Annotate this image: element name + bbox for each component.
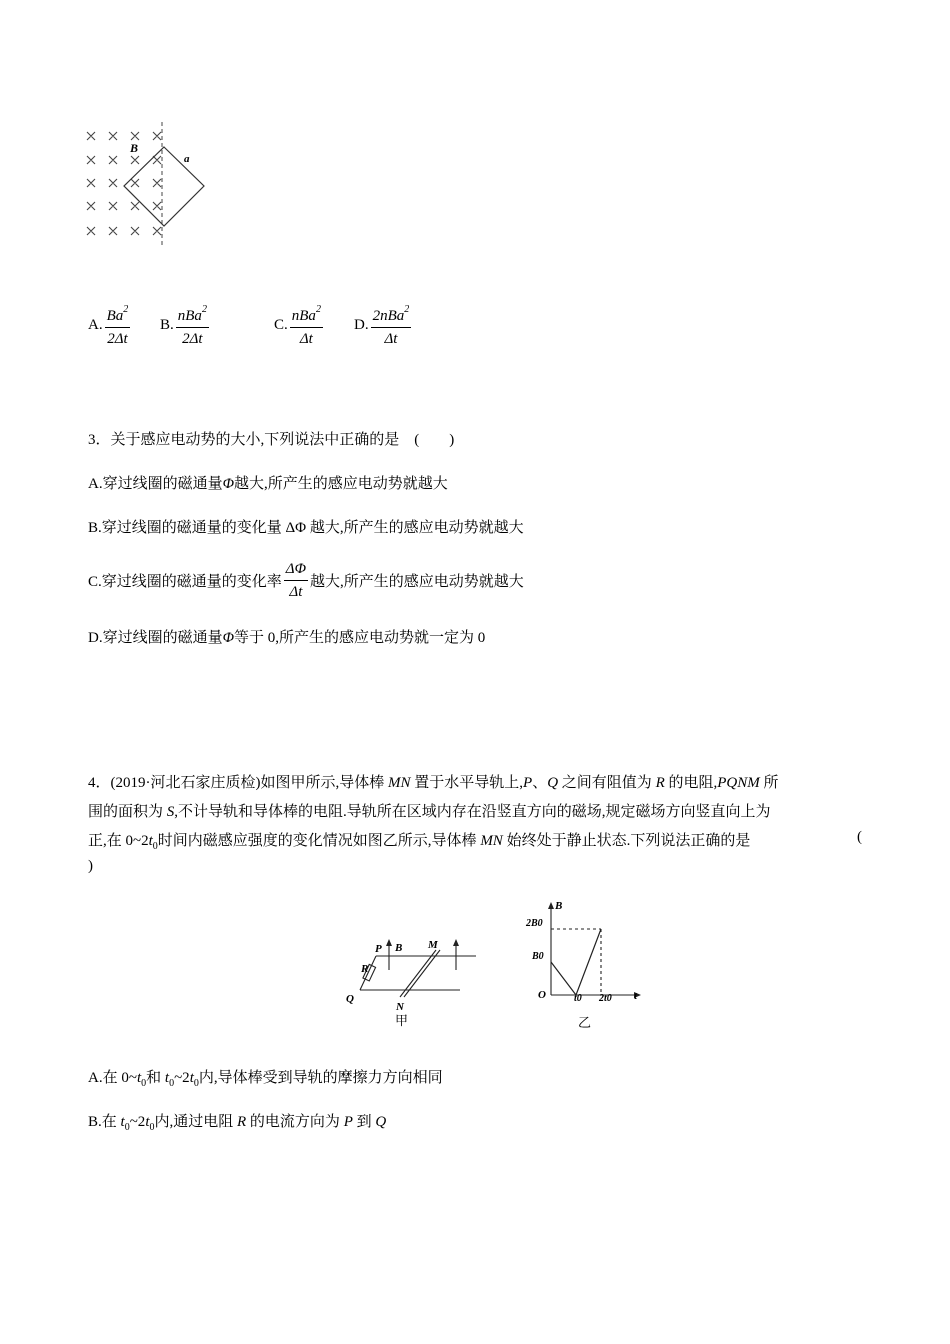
figure-jia xyxy=(340,930,490,1030)
q4-l3-sub: 0 xyxy=(152,841,158,852)
q3-option-a-pre: A.穿过线圈的磁通量 xyxy=(88,476,223,492)
label-Q: Q xyxy=(346,993,354,1005)
option-a-letter: A. xyxy=(88,317,103,333)
q4-option-b xyxy=(88,1110,386,1133)
q4-l3-mn: MN xyxy=(480,833,503,849)
q4-optB-p: P xyxy=(343,1114,353,1130)
q4-l1-pqnm: PQNM xyxy=(717,775,760,791)
q4-line-2 xyxy=(88,800,771,821)
axis-label-t: t xyxy=(634,990,638,1002)
tick-2B0: 2B0 xyxy=(526,918,543,929)
axis-label-B: B xyxy=(555,900,563,912)
tick-B0: B0 xyxy=(532,951,544,962)
q4-line-4: ) xyxy=(88,858,93,874)
q4-l1-e: 的电阻, xyxy=(664,775,718,791)
q4-l1-mn: MN xyxy=(388,775,411,791)
option-d xyxy=(354,302,413,349)
option-a-den: 2Δt xyxy=(107,331,128,347)
option-d-letter: D. xyxy=(354,317,369,333)
q4-l3-a: 正,在 0~2 xyxy=(88,833,149,849)
option-c-exp: 2 xyxy=(315,304,321,315)
q4-optA-t2: t xyxy=(164,1070,170,1086)
q4-optA-b: 和 xyxy=(146,1070,165,1086)
option-d-num: 2nBa xyxy=(372,308,405,324)
q4-line-3 xyxy=(88,829,750,852)
q4-optB-q: Q xyxy=(375,1114,387,1130)
q4-optB-t2: t xyxy=(145,1114,150,1130)
caption-yi: 乙 xyxy=(578,1015,592,1030)
q3-option-b: B.穿过线圈的磁通量的变化量 ΔΦ 越大,所产生的感应电动势就越大 xyxy=(88,520,524,536)
label-B: B xyxy=(395,942,403,954)
q4-l1-r: R xyxy=(655,775,665,791)
q4-l1-a: 4．(2019·河北石家庄质检)如图甲所示,导体棒 xyxy=(88,775,388,791)
q4-optA-sub2: 0 xyxy=(169,1078,175,1089)
q4-optB-d: 的电流方向为 xyxy=(246,1114,344,1130)
q4-optA-sub1: 0 xyxy=(141,1078,147,1089)
caption-jia: 甲 xyxy=(395,1013,409,1028)
q4-l3-t: t xyxy=(148,833,153,849)
q4-answer-paren-open: ( xyxy=(857,829,862,845)
option-d-den: Δt xyxy=(384,331,398,347)
q4-optB-sub1: 0 xyxy=(124,1122,130,1133)
option-c-fraction xyxy=(290,302,323,349)
option-b-fraction xyxy=(176,302,209,349)
option-a-fraction xyxy=(105,302,131,349)
q4-l3-c: 始终处于静止状态.下列说法正确的是 xyxy=(502,833,751,849)
option-a-exp: 2 xyxy=(123,304,129,315)
q4-optB-t1: t xyxy=(120,1114,125,1130)
option-c xyxy=(274,302,325,349)
option-c-num: nBa xyxy=(291,308,316,324)
q4-optA-c: ~2 xyxy=(174,1070,190,1086)
option-c-letter: C. xyxy=(274,317,288,333)
option-a-num: Ba xyxy=(106,308,124,324)
tick-t0: t0 xyxy=(574,993,582,1004)
q4-l1-d: 之间有阻值为 xyxy=(558,775,656,791)
option-d-fraction xyxy=(371,302,412,349)
q4-optB-e: 到 xyxy=(352,1114,376,1130)
q3-option-c xyxy=(88,559,524,602)
option-c-den: Δt xyxy=(299,331,313,347)
q3-option-c-den: Δt xyxy=(289,584,303,600)
q4-optB-a: B.在 xyxy=(88,1114,121,1130)
q3-option-d-pre: D.穿过线圈的磁通量 xyxy=(88,630,223,646)
q4-optA-t1: t xyxy=(136,1070,142,1086)
q3-option-c-fraction xyxy=(284,559,308,602)
label-R: R xyxy=(361,963,369,975)
q4-l1-b: 置于水平导轨上, xyxy=(410,775,524,791)
option-b-num: nBa xyxy=(177,308,202,324)
q4-option-a xyxy=(88,1066,443,1089)
origin-O: O xyxy=(538,989,546,1001)
q4-line-1 xyxy=(88,771,779,792)
q4-optB-r: R xyxy=(237,1114,247,1130)
q3-option-a-sym: Φ xyxy=(222,476,235,492)
magnetic-field-figure xyxy=(80,118,220,248)
option-a xyxy=(88,302,132,349)
label-P: P xyxy=(375,943,382,955)
q4-l3-b: 时间内磁感应强度的变化情况如图乙所示,导体棒 xyxy=(157,833,481,849)
q3-option-c-num: ΔΦ xyxy=(284,559,308,581)
label-M: M xyxy=(428,939,438,951)
q4-optB-b: ~2 xyxy=(129,1114,146,1130)
option-b-exp: 2 xyxy=(201,304,207,315)
q3-option-d xyxy=(88,626,485,647)
tick-2t0: 2t0 xyxy=(599,993,612,1004)
q3-option-a-post: 越大,所产生的感应电动势就越大 xyxy=(234,476,448,492)
q4-optA-a: A.在 0~ xyxy=(88,1070,137,1086)
q4-optA-t3: t xyxy=(189,1070,194,1086)
q3-option-c-post: 越大,所产生的感应电动势就越大 xyxy=(310,574,524,590)
b-t-line xyxy=(551,929,601,995)
figure-yi xyxy=(520,895,650,1035)
option-b-letter: B. xyxy=(160,317,174,333)
option-b xyxy=(160,302,211,349)
label-a: a xyxy=(184,153,190,165)
q4-l1-q: Q xyxy=(547,775,559,791)
field-crosses xyxy=(87,132,161,235)
q4-l1-p: P xyxy=(523,775,533,791)
q4-optA-d: 内,导体棒受到导轨的摩擦力方向相同 xyxy=(198,1070,443,1086)
q3-option-c-pre: C.穿过线圈的磁通量的变化率 xyxy=(88,574,282,590)
q4-l1-c: 、 xyxy=(532,775,548,791)
q3-option-a xyxy=(88,472,448,493)
q4-optB-sub2: 0 xyxy=(149,1122,155,1133)
q3-option-d-post: 等于 0,所产生的感应电动势就一定为 0 xyxy=(234,630,486,646)
q4-optA-sub3: 0 xyxy=(193,1078,199,1089)
q4-l2-a: 围的面积为 xyxy=(88,804,167,820)
q4-optB-c: 内,通过电阻 xyxy=(154,1114,237,1130)
option-d-exp: 2 xyxy=(404,304,410,315)
q3-option-d-sym: Φ xyxy=(222,630,235,646)
q4-l1-f: 所 xyxy=(759,775,779,791)
option-b-den: 2Δt xyxy=(182,331,203,347)
label-N: N xyxy=(396,1001,404,1013)
q4-l2-b: ,不计导轨和导体棒的电阻.导轨所在区域内存在沿竖直方向的磁场,规定磁场方向竖直向上为 xyxy=(174,804,771,820)
label-B: B xyxy=(130,141,139,155)
q4-l2-s: S xyxy=(166,804,175,820)
q3-stem: 3．关于感应电动势的大小,下列说法中正确的是 ( ) xyxy=(88,432,455,448)
